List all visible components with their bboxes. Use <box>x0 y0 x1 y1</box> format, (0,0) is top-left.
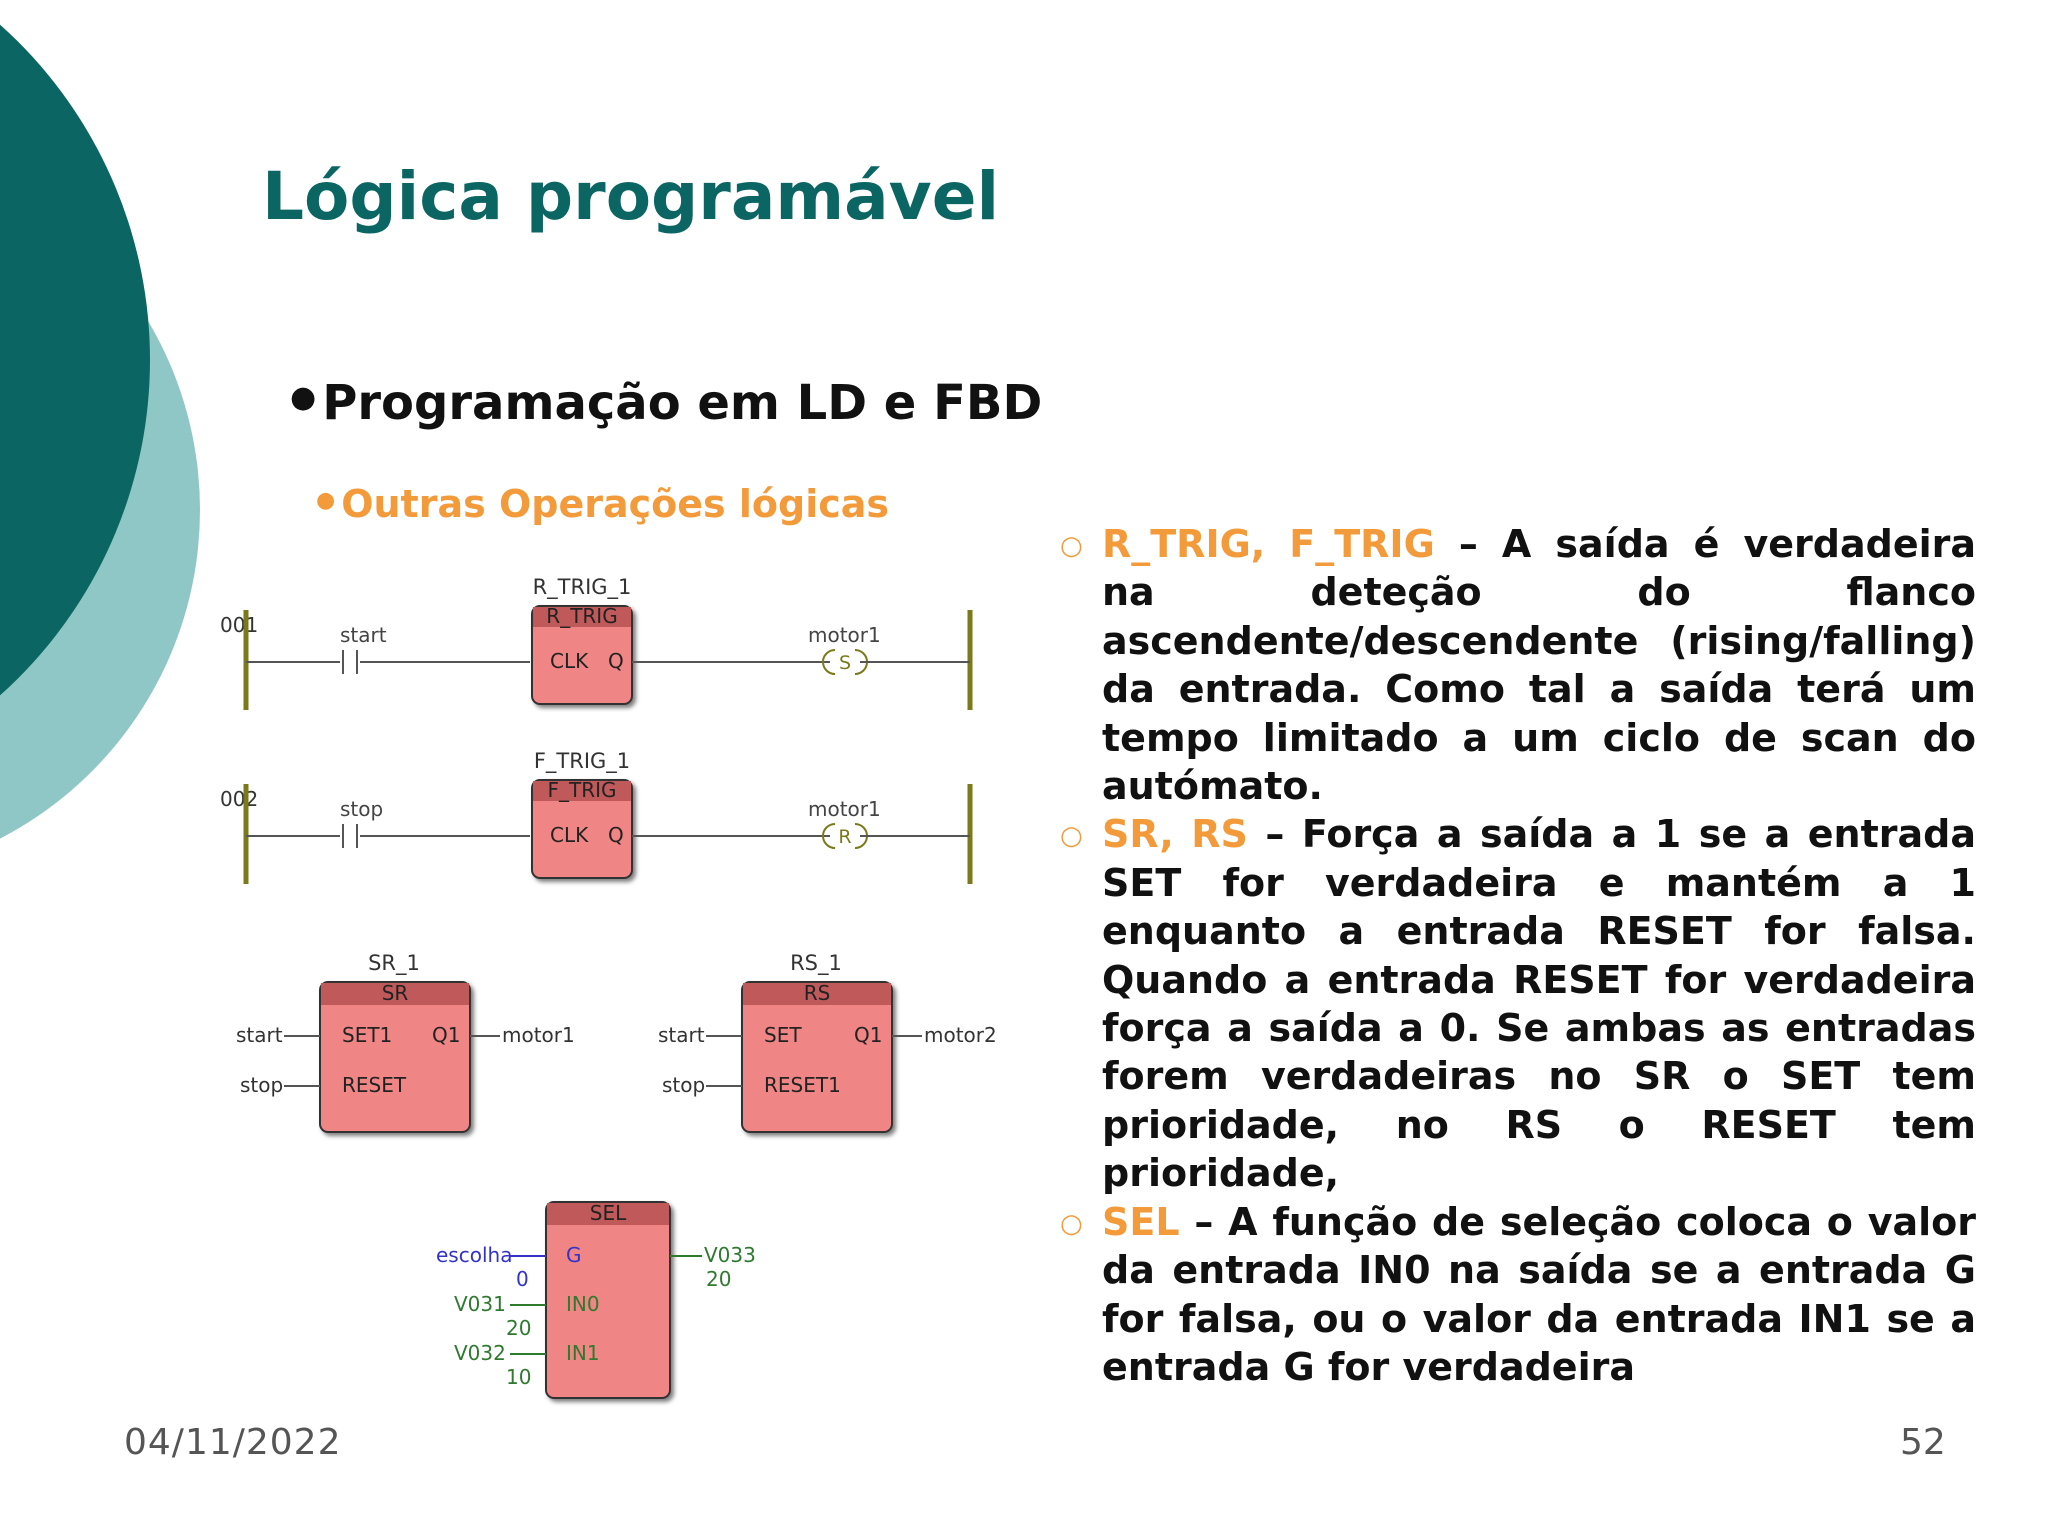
rung-number: 002 <box>220 787 259 811</box>
input-reset-label: stop <box>240 1073 284 1097</box>
block-type-label: SR <box>381 981 409 1005</box>
output-label: V033 <box>704 1243 756 1267</box>
item-keyword: SEL <box>1102 1199 1180 1244</box>
bullet-dot-icon: ● <box>290 380 317 415</box>
ring-bullet-icon: ○ <box>1060 821 1083 852</box>
coil-label: motor1 <box>808 623 881 647</box>
pin-out-label: Q1 <box>854 1023 883 1047</box>
pin-out-label: Q <box>608 649 624 673</box>
rs-block-group <box>658 951 997 1132</box>
bullet-level2 <box>316 482 889 526</box>
coil-label: motor1 <box>808 797 881 821</box>
block-instance-label: F_TRIG_1 <box>533 749 631 773</box>
item-text: – Força a saída a 1 se a entrada SET for verdadeira e mantém a 1 enquanto a entrada RESET for falsa. Quando a entrada RESET for verdadeira força a saída a 0. Se ambas as entradas forem verdadeiras no SR o SET tem prioridade, no RS o RESET tem prioridade, <box>1102 812 1976 1196</box>
list-item <box>1056 1198 1976 1392</box>
contact-label: start <box>340 623 387 647</box>
coil-symbol: S <box>838 652 852 674</box>
bullet-level1-text: Programação em LD e FBD <box>322 375 1043 431</box>
pin-g-label: G <box>566 1243 582 1267</box>
pin-in-label: CLK <box>550 649 589 673</box>
bullet-level2-text: Outras Operações lógicas <box>341 482 890 526</box>
input-in1-value: 10 <box>506 1365 532 1389</box>
block-instance-label: R_TRIG_1 <box>532 575 632 599</box>
list-item <box>1056 810 1976 1197</box>
ladder-fbd-diagram <box>210 570 1040 1410</box>
slide-title: Lógica programável <box>262 158 1000 235</box>
f-trig-block <box>532 778 632 878</box>
block-instance-label: SR_1 <box>368 951 420 975</box>
sel-block-group <box>436 1201 756 1398</box>
sr-block-group <box>236 951 575 1132</box>
pin-in1-label: IN1 <box>566 1341 600 1365</box>
output-label: motor2 <box>924 1023 997 1047</box>
pin-reset-label: RESET1 <box>764 1073 841 1097</box>
block-type-label: SEL <box>589 1201 627 1225</box>
bullet-dot-icon: ● <box>316 488 336 513</box>
input-set-label: start <box>658 1023 705 1047</box>
pin-out-label: Q1 <box>432 1023 461 1047</box>
item-keyword: R_TRIG, F_TRIG <box>1102 522 1435 566</box>
pin-reset-label: RESET <box>342 1073 407 1097</box>
item-text: – A saída é verdadeira na deteção do flanco ascendente/descendente (rising/falling) da entrada. Como tal a saída terá um tempo limitado a um ciclo de scan do autómato. <box>1102 522 1977 809</box>
list-item <box>1056 520 1976 810</box>
bullet-level1 <box>290 375 1042 431</box>
sr-block <box>320 981 470 1132</box>
ring-bullet-icon: ○ <box>1060 1208 1083 1239</box>
output-label: motor1 <box>502 1023 575 1047</box>
description-list <box>1056 520 1976 1391</box>
pin-out-label: Q <box>608 823 624 847</box>
coil-symbol: R <box>838 826 852 848</box>
input-set-label: start <box>236 1023 283 1047</box>
contact-label: stop <box>340 797 384 821</box>
pin-in0-label: IN0 <box>566 1292 600 1316</box>
input-in0-label: V031 <box>454 1292 506 1316</box>
rung-1 <box>220 575 970 710</box>
item-text: – A função de seleção coloca o valor da entrada IN0 na saída se a entrada G for falsa, ou o valor da entrada IN1 se a entrada G for verdadeira <box>1102 1199 1976 1389</box>
item-keyword: SR, RS <box>1102 812 1248 857</box>
block-type-label: R_TRIG <box>546 604 618 628</box>
input-reset-label: stop <box>662 1073 706 1097</box>
block-type-label: F_TRIG <box>547 778 617 802</box>
rung-2 <box>220 749 970 884</box>
slide-page-number: 52 <box>1900 1422 1946 1463</box>
block-type-label: RS <box>803 981 831 1005</box>
rung-number: 001 <box>220 613 259 637</box>
block-instance-label: RS_1 <box>790 951 842 975</box>
output-value: 20 <box>706 1267 732 1291</box>
r-trig-block <box>532 604 632 704</box>
pin-set-label: SET1 <box>342 1023 393 1047</box>
pin-in-label: CLK <box>550 823 589 847</box>
rs-block <box>742 981 892 1132</box>
slide-date: 04/11/2022 <box>124 1422 342 1463</box>
ring-bullet-icon: ○ <box>1060 531 1083 561</box>
input-in0-value: 20 <box>506 1316 532 1340</box>
input-g-label: escolha <box>436 1243 513 1267</box>
input-in1-label: V032 <box>454 1341 506 1365</box>
pin-set-label: SET <box>764 1023 802 1047</box>
input-g-value: 0 <box>516 1267 529 1291</box>
sel-block <box>546 1201 670 1398</box>
